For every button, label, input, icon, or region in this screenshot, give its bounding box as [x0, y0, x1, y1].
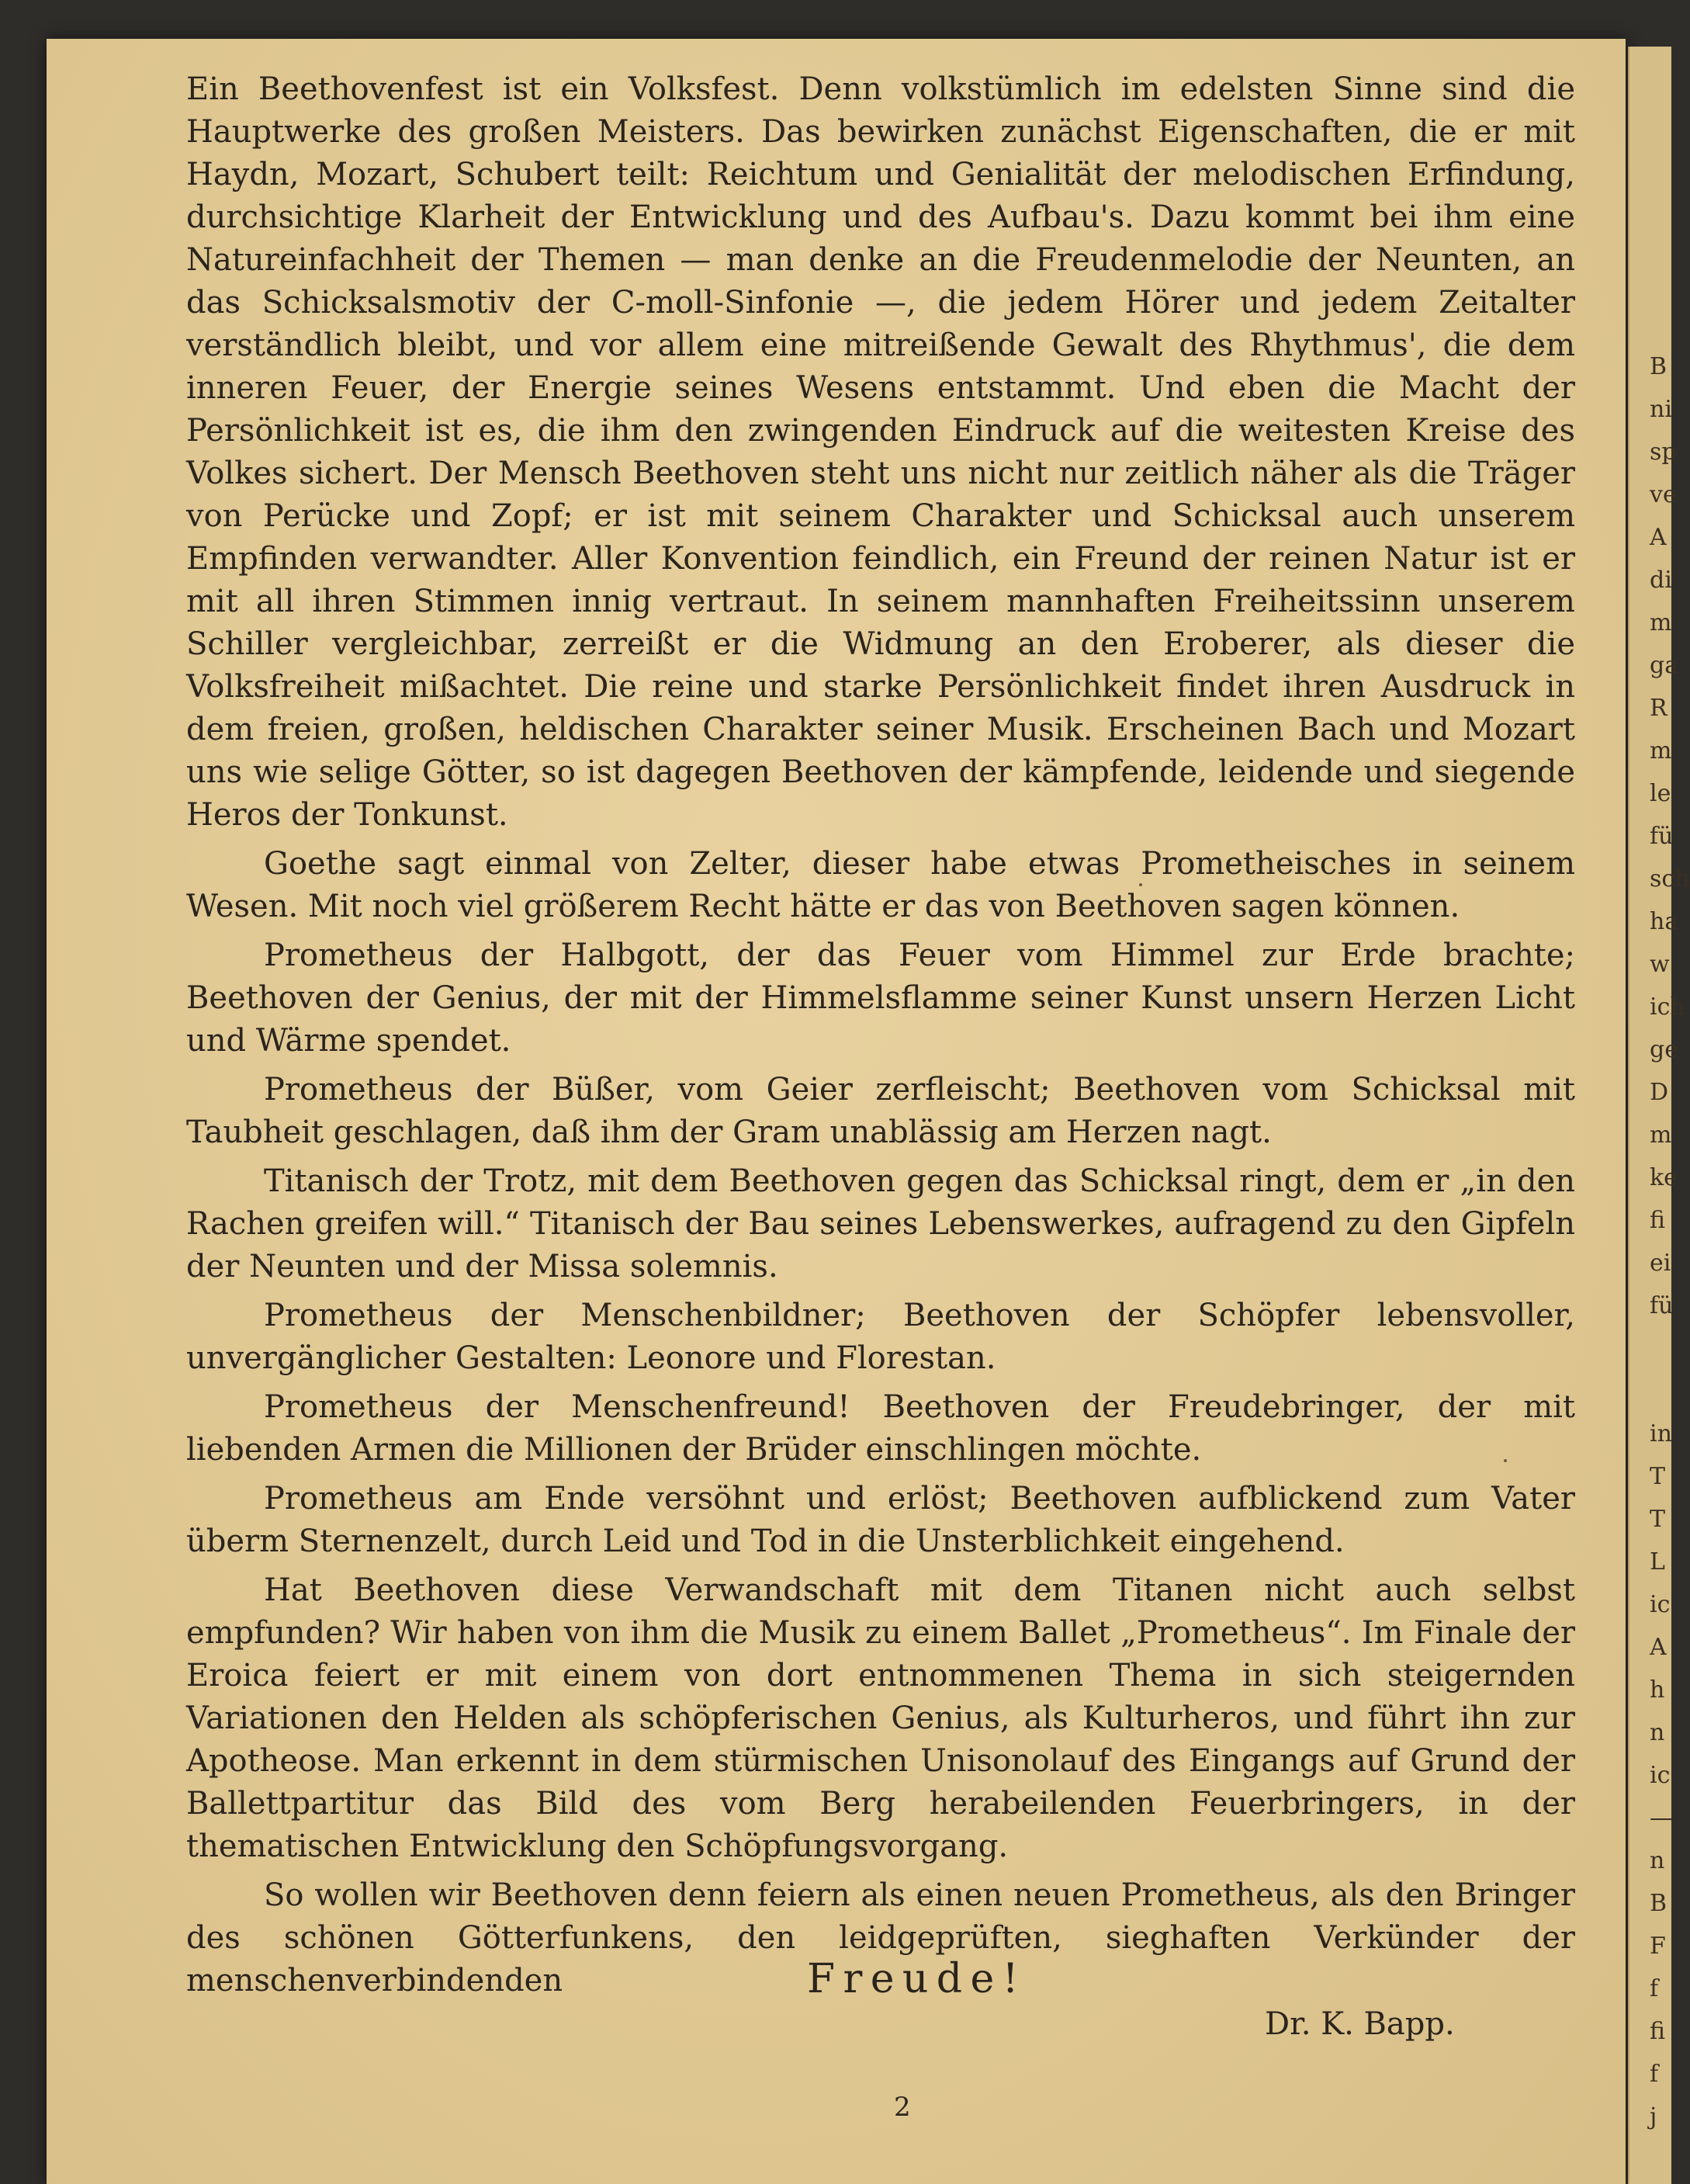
closing-word: Freude! [807, 1956, 1027, 2002]
adjacent-page-fragment: n [1650, 1719, 1665, 1746]
adjacent-page-fragment: ic [1650, 1591, 1671, 1618]
adjacent-page-fragment: fü [1650, 1292, 1674, 1319]
adjacent-page-fragment: T [1650, 1506, 1666, 1533]
adjacent-page-fragment: sch [1650, 865, 1690, 893]
paragraph: Prometheus am Ende versöhnt und erlöst; Beethoven aufblickend zum Vater überm Sternenzelt, durch Leid und Tod in die Unsterblichkeit eingehend. [186, 1481, 1575, 1559]
adjacent-page-fragment: ha [1650, 908, 1679, 935]
adjacent-page-fragment: B [1650, 1890, 1667, 1917]
paper-speck [1504, 1459, 1507, 1462]
paragraph: Prometheus der Büßer, vom Geier zerfleischt; Beethoven vom Schicksal mit Taubheit geschlagen, daß ihm der Gram unablässig am Herzen nagt. [186, 1072, 1575, 1150]
adjacent-page-fragment: le [1650, 780, 1671, 807]
adjacent-page-fragment: w [1650, 951, 1670, 978]
adjacent-page-fragment: fü [1650, 823, 1674, 850]
paragraph: Ein Beethovenfest ist ein Volksfest. Denn volkstümlich im edelsten Sinne sind die Hauptwerke des großen Meisters. Das bewirken zunächst Eigenschaften, die er mit Haydn, Mozart, Schubert teilt: Reichtum und Genialität der melodischen Erfindung, durchsichtige Klarheit der Entwicklung und des Aufbau's. Dazu kommt bei ihm eine Natureinfachheit der Themen — man denke an die Freudenmelodie der Neunten, an das Schicksalsmotiv der C-moll-Sinfonie —, die jedem Hörer und jedem Zeitalter verständlich bleibt, und vor allem eine mitreißende Gewalt des Rhythmus', die dem inneren Feuer, der Energie seines Wesens entstammt. Und eben die Macht der Persönlichkeit ist es, die ihm den zwingenden Eindruck auf die weitesten Kreise des Volkes sichert. Der Mensch Beethoven steht uns nicht nur zeitlich näher als die Träger von Perücke und Zopf; er ist mit seinem Charakter und Schicksal auch unserem Empfinden verwandter. Aller Konvention feindlich, ein Freund der reinen Natur ist er mit all ihren Stimmen innig vertraut. In seinem mannhaften Freiheitssinn unserem Schiller vergleichbar, zerreißt er die Widmung an den Eroberer, als dieser die Volksfreiheit mißachtet. Die reine und starke Persönlichkeit findet ihren Ausdruck in dem freien, großen, heldischen Charakter seiner Musik. Erscheinen Bach und Mozart uns wie selige Götter, so ist dagegen Beethoven der kämpfende, leidende und siegende Heros der Tonkunst. [186, 71, 1575, 833]
paragraph: Goethe sagt einmal von Zelter, dieser habe etwas Prometheisches in seinem Wesen. Mit noch viel größerem Recht hätte er das von Beethoven sagen können. [186, 846, 1575, 924]
adjacent-page-fragment: m [1650, 1121, 1672, 1149]
adjacent-page-fragment: T [1650, 1463, 1666, 1490]
adjacent-page-fragment: ga [1650, 652, 1679, 679]
adjacent-page-fragment: f [1650, 2061, 1659, 2088]
adjacent-page-fragment: ke [1650, 1164, 1678, 1191]
author-signature: Dr. K. Bapp. [1265, 2006, 1455, 2042]
adjacent-page-fragment: ge [1650, 1036, 1678, 1063]
page-number: 2 [894, 2092, 911, 2123]
adjacent-page-fragment: L [1650, 1548, 1665, 1576]
adjacent-page-fragment: fi [1650, 1207, 1666, 1234]
adjacent-page-fragment: R [1650, 695, 1667, 722]
adjacent-page-fragment: n [1650, 1847, 1665, 1874]
adjacent-page-fragment: j [1650, 2103, 1657, 2130]
adjacent-page-fragment: f [1650, 1975, 1659, 2002]
paragraph: Prometheus der Menschenfreund! Beethoven der Freudebringer, der mit liebenden Armen die Millionen der Brüder einschlingen möchte. [186, 1389, 1575, 1468]
adjacent-page-fragment: ich [1650, 993, 1685, 1021]
adjacent-page-fragment: sp [1650, 439, 1677, 466]
paragraph: Titanisch der Trotz, mit dem Beethoven gegen das Schicksal ringt, dem er „in den Rachen greifen will.“ Titanisch der Bau seines Lebenswerkes, aufragend zu den Gipfeln der Neunten und der Missa solemnis. [186, 1163, 1575, 1284]
adjacent-page-fragment: A [1650, 1634, 1667, 1661]
adjacent-page-fragment: D [1650, 1079, 1669, 1106]
adjacent-page-fragment: di [1650, 567, 1672, 594]
adjacent-page-fragment: — [1650, 1804, 1673, 1832]
adjacent-page-fragment: ei [1650, 1250, 1671, 1277]
adjacent-page-fragment: ic [1650, 1762, 1671, 1789]
adjacent-page-fragment: h [1650, 1676, 1665, 1704]
paper-speck [1139, 883, 1142, 886]
adjacent-page-fragment: ni [1650, 396, 1672, 423]
paragraph: Hat Beethoven diese Verwandschaft mit dem Titanen nicht auch selbst empfunden? Wir haben von ihm die Musik zu einem Ballet „Prometheus“. Im Finale der Eroica feiert er mit einem von dort entnommenen Thema in sich steigernden Variationen den Helden als schöpferischen Genius, als Kulturheros, und führt ihn zur Apotheose. Man erkennt in dem stürmischen Unisonolauf des Eingangs auf Grund der Ballettpartitur das Bild des vom Berg herabeilenden Feuerbringers, in der thematischen Entwicklung den Schöpfungsvorgang. [186, 1572, 1575, 1864]
paragraph: Prometheus der Menschenbildner; Beethoven der Schöpfer lebensvoller, unvergänglicher Gestalten: Leonore und Florestan. [186, 1298, 1575, 1376]
adjacent-page-fragment: F [1650, 1933, 1666, 1960]
adjacent-page-fragment: m [1650, 737, 1672, 764]
article-body [186, 68, 1575, 2009]
paragraph: Prometheus der Halbgott, der das Feuer vom Himmel zur Erde brachte; Beethoven der Genius, der mit der Himmelsflamme seiner Kunst unsern Herzen Licht und Wärme spendet. [186, 938, 1575, 1059]
adjacent-page-fragment: B [1650, 353, 1667, 380]
adjacent-page-fragment: A [1650, 524, 1667, 551]
paragraph: So wollen wir Beethoven denn feiern als einen neuen Prometheus, als den Bringer des schönen Götterfunkens, den leidgeprüften, sieghaften Verkünder der menschenverbindenden [186, 1877, 1575, 1999]
adjacent-page-fragment: ve [1650, 481, 1677, 508]
adjacent-page-fragment: in [1650, 1420, 1672, 1447]
adjacent-page-fragment: m [1650, 609, 1672, 636]
adjacent-page-fragment: fi [1650, 2018, 1666, 2045]
adjacent-page-edge [1628, 47, 1690, 2184]
